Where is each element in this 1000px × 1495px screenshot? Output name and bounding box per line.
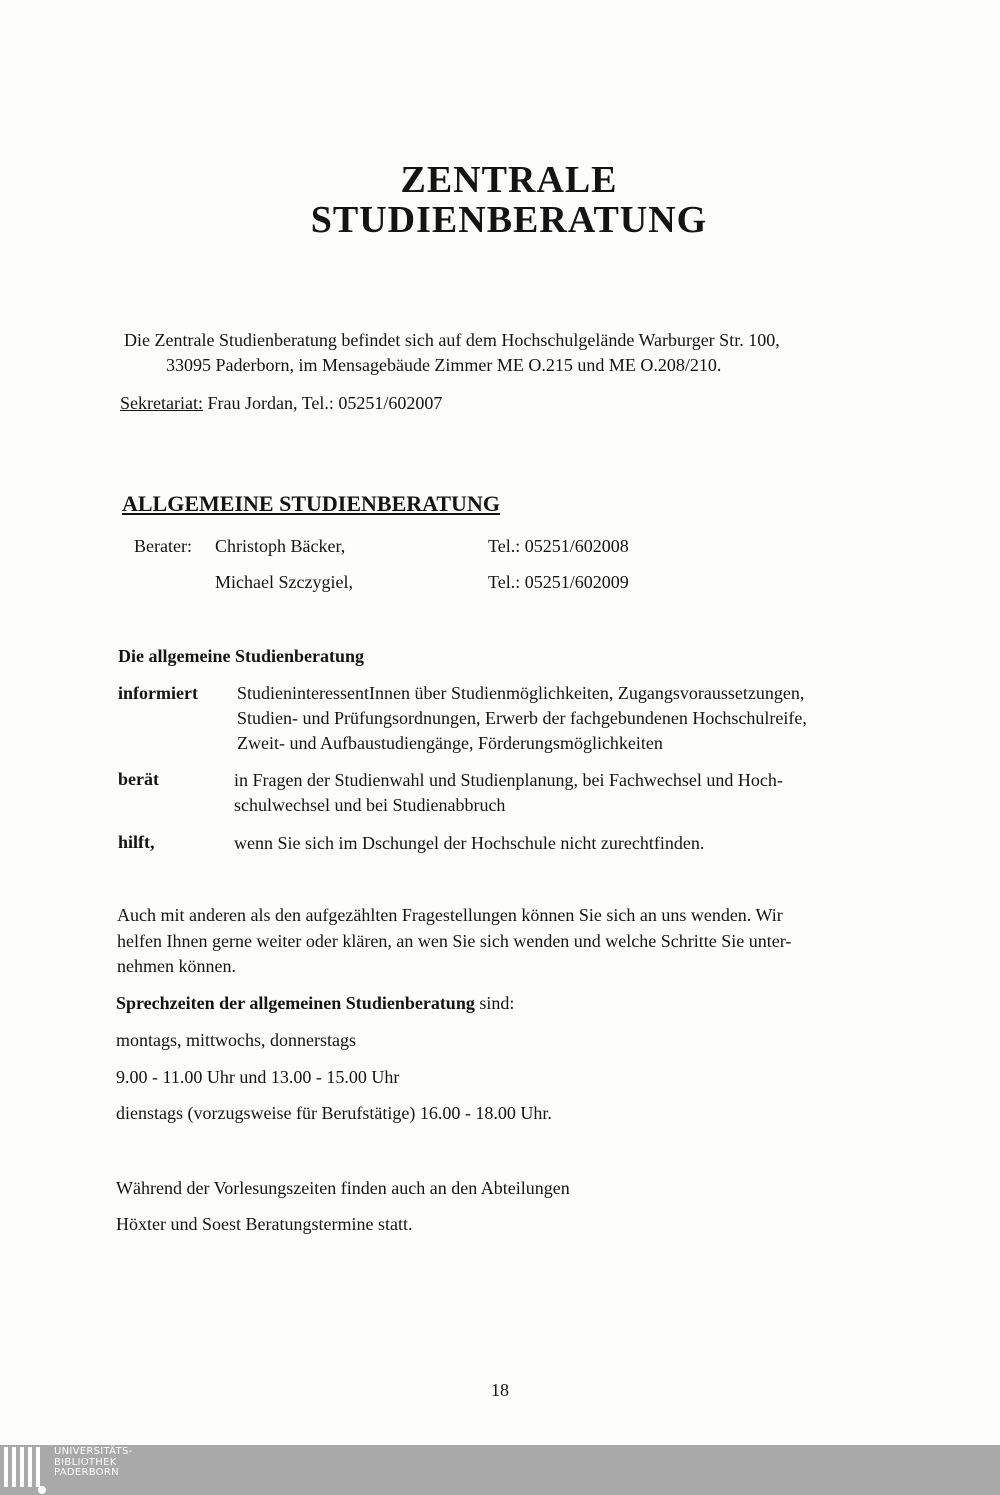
secretariat-text: Frau Jordan, Tel.: 05251/602007 [207,393,443,413]
page-title-line-2: STUDIENBERATUNG [310,199,708,241]
advisor-name-2: Michael Szczygiel, [215,572,353,592]
office-hours-days: montags, mittwochs, donnerstags [116,1030,356,1050]
intro-line-2: 33095 Paderborn, im Mensagebäude Zimmer ME O.215 und ME O.208/210. [166,355,722,375]
service-advises-line-1: in Fragen der Studienwahl und Studienplanung, bei Fachwechsel und Hoch- [234,770,783,790]
contact-paragraph-line-1: Auch mit anderen als den aufgezählten Fragestellungen können Sie sich an uns wenden. Wir [117,905,783,925]
library-name-line-3: PADERBORN [54,1467,119,1478]
office-hours-heading-bold: Sprechzeiten der allgemeinen Studienberatung [116,993,475,1013]
office-hours-heading-tail: sind: [474,993,515,1013]
contact-paragraph-line-2: helfen Ihnen gerne weiter oder klären, an wen Sie sich wenden und welche Schritte Sie unter- [117,931,792,951]
library-name [54,1447,133,1479]
advisor-phone-2: Tel.: 05251/602009 [488,572,629,592]
service-informs-line-2: Studien- und Prüfungsordnungen, Erwerb der fachgebundenen Hochschulreife, [237,708,807,728]
contact-paragraph-line-3: nehmen können. [117,956,236,976]
section-heading-general-advice: ALLGEMEINE STUDIENBERATUNG [122,491,500,516]
library-footer-bar [0,1445,1000,1495]
branches-line-2: Höxter und Soest Beratungstermine statt. [116,1214,413,1234]
service-verb-advises: berät [118,769,159,789]
service-verb-helps: hilft, [118,832,155,852]
service-helps-line-1: wenn Sie sich im Dschungel der Hochschule nicht zurechtfinden. [234,833,705,853]
office-hours-times: 9.00 - 11.00 Uhr und 13.00 - 15.00 Uhr [116,1067,400,1087]
services-heading: Die allgemeine Studienberatung [118,646,364,666]
intro-line-1: Die Zentrale Studienberatung befindet sich auf dem Hochschulgelände Warburger Str. 100, [124,330,780,350]
service-informs-line-1: StudieninteressentInnen über Studienmöglichkeiten, Zugangsvoraussetzungen, [237,683,805,703]
advisors-label: Berater: [134,536,192,556]
page-title-line-1: ZENTRALE [400,159,618,201]
office-hours-heading [116,992,514,1014]
service-advises-line-2: schulwechsel und bei Studienabbruch [234,795,506,815]
advisor-phone-1: Tel.: 05251/602008 [488,536,629,556]
service-verb-informs: informiert [118,683,198,703]
advisor-name-1: Christoph Bäcker, [215,536,346,556]
secretariat-label: Sekretariat: [120,393,203,413]
page-number: 18 [491,1380,509,1400]
office-hours-tuesday: dienstags (vorzugsweise für Berufstätige) 16.00 - 18.00 Uhr. [116,1103,552,1123]
library-name-line-1: UNIVERSITÄTS- [54,1446,133,1457]
branches-line-1: Während der Vorlesungszeiten finden auch an den Abteilungen [116,1178,570,1198]
library-logo-icon [2,1445,48,1495]
service-informs-line-3: Zweit- und Aufbaustudiengänge, Förderungsmöglichkeiten [237,733,663,753]
library-name-line-2: BIBLIOTHEK [54,1456,117,1468]
secretariat [120,392,442,414]
